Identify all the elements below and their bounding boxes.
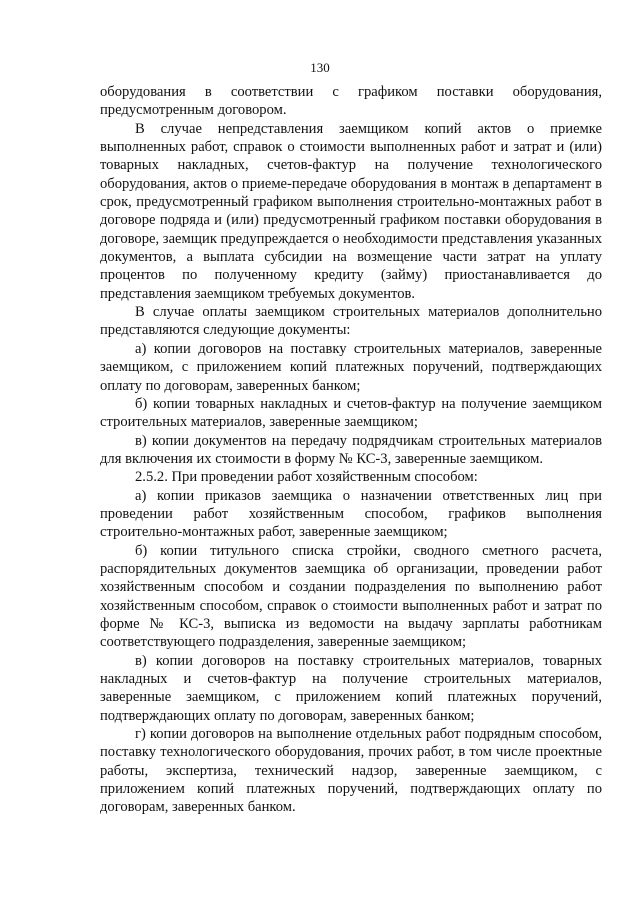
document-body: [100, 83, 602, 817]
list-item-materials-b: б) копии товарных накладных и счетов-фактур на получение заемщиком строительных материалов, заверенные заемщиком;: [100, 395, 602, 431]
page-number: 130: [310, 60, 330, 75]
list-item-own-works-a: а) копии приказов заемщика о назначении ответственных лиц при проведении работ хозяйственным способом, графиков выполнения строительно-монтажных работ, заверенные заемщиком;: [100, 487, 602, 541]
paragraph-materials-intro: В случае оплаты заемщиком строительных материалов дополнительно представляются следующие документы:: [100, 304, 602, 339]
list-item-own-works-b: б) копии титульного списка стройки, сводного сметного расчета, распорядительных документов заемщика об организации, проведении работ хозяйственным способом и создании подразделения по выполнению работ хозяйственным способом, справок о стоимости выполненных работ и затрат по форме № КС-3, выписка из ведомости на выдачу зарплаты работникам соответствующего подразделения, заверенные заемщиком;: [100, 542, 602, 651]
paragraph-continuation: оборудования в соответствии с графиком поставки оборудования, предусмотренным договором.: [100, 84, 602, 119]
list-item-materials-a: а) копии договоров на поставку строительных материалов, заверенные заемщиком, с приложением копий платежных поручений, подтверждающих оплату по договорам, заверенных банком;: [100, 340, 602, 394]
list-item-own-works-c: в) копии договоров на поставку строительных материалов, товарных накладных и счетов-фактур на получение строительных материалов, заверенные заемщиком, с приложением копий платежных поручений, подтверждающих оплату по договорам, заверенных банком;: [100, 652, 602, 724]
list-item-own-works-d: г) копии договоров на выполнение отдельных работ подрядным способом, поставку технологического оборудования, прочих работ, в том числе проектные работы, экспертиза, технический надзор, заверенные заемщиком, с приложением копий платежных поручений, подтверждающих оплату по договорам, заверенных банком.: [100, 726, 602, 816]
paragraph-nonsubmission: В случае непредставления заемщиком копий актов о приемке выполненных работ, справок о стоимости выполненных работ и затрат и (или) товарных накладных, счетов-фактур на получение технологического оборудования, актов о приеме-передаче оборудования в монтаж в департамент в срок, предусмотренный графиком выполнения строительно-монтажных работ в договоре подряда и (или) предусмотренный графиком поставки оборудования в договоре, заемщик предупреждается о необходимости представления указанных документов, а выплата субсидии на возмещение части затрат на уплату процентов по полученному кредиту (займу) приостанавливается до представления заемщиком требуемых документов.: [100, 120, 602, 302]
section-heading-2-5-2: 2.5.2. При проведении работ хозяйственным способом:: [135, 469, 478, 486]
list-item-materials-c: в) копии документов на передачу подрядчикам строительных материалов для включения их стоимости в форму № КС-3, заверенные заемщиком.: [100, 432, 602, 467]
